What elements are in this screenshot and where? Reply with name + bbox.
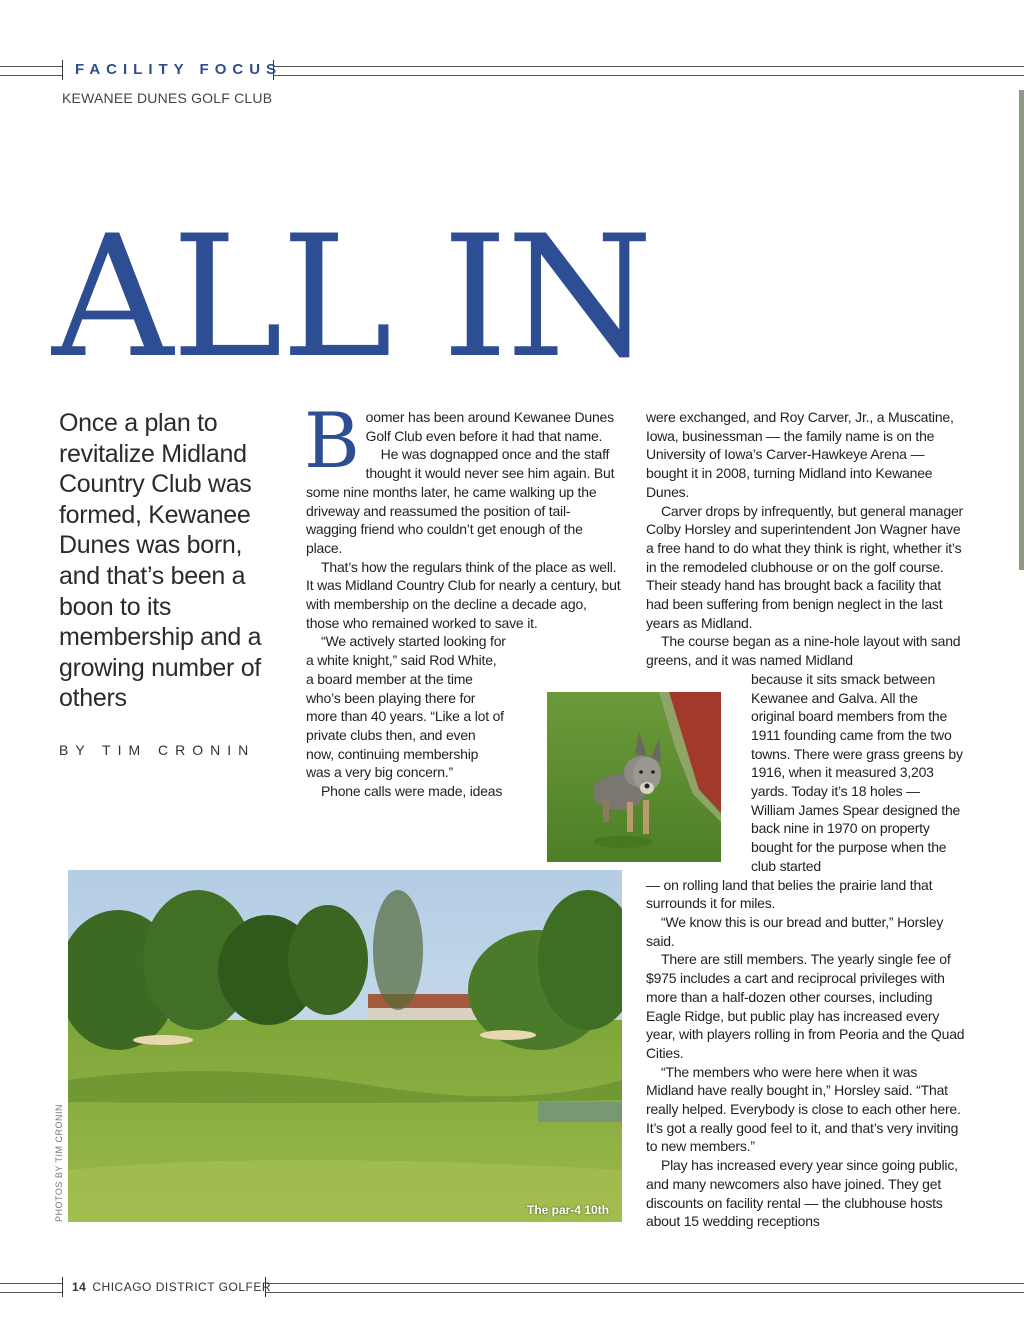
- paragraph: “We actively started looking for a white knight,” said Rod White, a board member at the time who’s been playing there for more than 40 years. “Like a lot of private clubs then, and even now, continuing membership was a very big concern.”: [306, 633, 506, 781]
- headline: ALL IN: [52, 199, 652, 395]
- course-photo: [68, 870, 622, 1222]
- paragraph: Play has increased every year since going public, and many newcomers also have joined. They get discounts on facility rental — the clubhouse hosts about 15 wedding receptions: [646, 1157, 958, 1230]
- paragraph: were exchanged, and Roy Carver, Jr., a Muscatine, Iowa, businessman — the family name is on the University of Iowa’s Carver-Hawkeye Arena — bought it in 2008, turning Midland into Kewanee Dunes.: [646, 409, 954, 500]
- dog-photo-image: [547, 692, 721, 862]
- paragraph: because it sits smack between Kewanee and Galva. All the original board members from the 1911 founding came from the two towns. There were grass greens by 1916, when it measured 3,203 yards. Today it’s 18 holes — William James Spear designed the back nine in 1970 on property bought for the purpose when the club started: [751, 670, 963, 874]
- page-footer: [72, 1280, 271, 1294]
- page-number: 14: [72, 1280, 87, 1294]
- paragraph: He was dognapped once and the staff thought it would never see him again. But some nine months later, he came walking up the driveway and reassumed the position of tail-wagging friend who couldn’t get enough of the place.: [306, 446, 615, 556]
- photo-caption: The par-4 10th: [527, 1203, 610, 1217]
- facing-page-edge: [1019, 90, 1024, 570]
- paragraph: That’s how the regulars think of the place as well. It was Midland Country Club for nearly a century, but with membership on the decline a decade ago, those who remained worked to save it.: [306, 558, 621, 631]
- footer-rule-tick-left: [62, 1277, 63, 1297]
- dog-photo: [547, 692, 721, 862]
- subsection-label: KEWANEE DUNES GOLF CLUB: [62, 90, 273, 106]
- paragraph: There are still members. The yearly single fee of $975 includes a cart and reciprocal privileges with more than a half-dozen other courses, including Eagle Ridge, but public play has increased every year, with players rolling in from Peoria and the Quad Cities.: [646, 951, 965, 1061]
- paragraph: — on rolling land that belies the prairie land that surrounds it for miles.: [646, 876, 933, 912]
- course-photo-image: [68, 870, 622, 1222]
- paragraph: “We know this is our bread and butter,” Horsley said.: [646, 913, 944, 949]
- deck: Once a plan to revitalize Midland Country Club was formed, Kewanee Dunes was born, and that’s been a boon to its membership and a growing number of others: [59, 409, 262, 713]
- section-label: FACILITY FOCUS: [75, 61, 283, 78]
- header-rule-tick-left: [62, 60, 63, 80]
- paragraph: Carver drops by infrequently, but general manager Colby Horsley and superintendent Jon Wagner have a free hand to do what they think is right, whether it’s in the remodeled clubhouse or on the golf course. Their steady hand has brought back a facility that had been suffering from benign neglect in the last years as Midland.: [646, 502, 964, 631]
- paragraph: Phone calls were made, ideas: [321, 783, 503, 800]
- paragraph: oomer has been around Kewanee Dunes Golf Club even before it had that name.: [365, 409, 614, 444]
- paragraph: The course began as a nine-hole layout with sand greens, and it was named Midland: [646, 633, 961, 669]
- publication-name: CHICAGO DISTRICT GOLFER: [92, 1280, 271, 1294]
- paragraph: “The members who were here when it was Midland have really bought in,” Horsley said. “That really helped. Everybody is close to each other here. It’s got a really good feel to it, and that’s very inviting to new members.”: [646, 1063, 961, 1155]
- byline: BY TIM CRONIN: [59, 742, 256, 758]
- dropcap: B: [304, 396, 360, 485]
- photo-credit: PHOTOS BY TIM CRONIN: [54, 1103, 64, 1222]
